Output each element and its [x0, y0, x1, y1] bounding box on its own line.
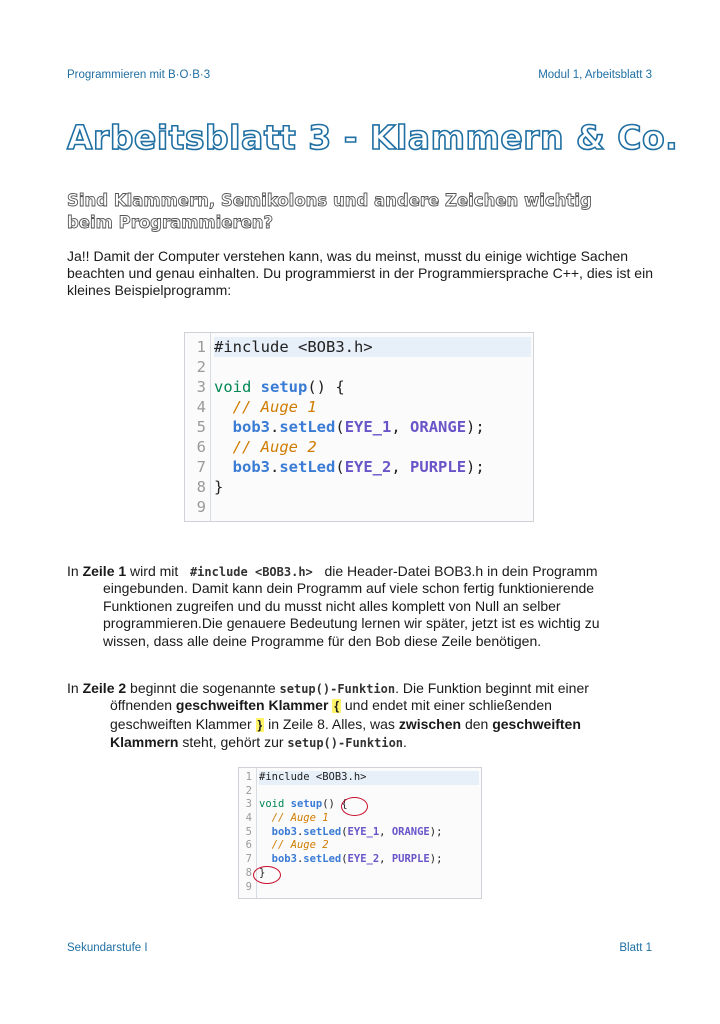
code-line: 3 void setup() {: [196, 378, 345, 396]
code-line: 4 // Auge 1: [245, 812, 329, 825]
code-block-large: [184, 332, 534, 522]
code-line: 1 #include <BOB3.h>: [239, 771, 481, 785]
code-line: 6 // Auge 2: [196, 438, 317, 456]
code-line: 7 bob3.setLed(EYE_2, PURPLE);: [245, 853, 443, 866]
section-subtitle: Sind Klammern, Semikolons und andere Zeichen wichtig beim Programmieren?: [67, 191, 592, 232]
paragraph-line-1: In Zeile 1 wird mit #include <BOB3.h> die Header-Datei BOB3.h in dein Programm: [67, 563, 598, 579]
inline-code-setup-2: setup()-Funktion: [287, 736, 404, 750]
header-right: Modul 1, Arbeitsblatt 3: [538, 69, 652, 81]
inline-code-include: #include <BOB3.h>: [189, 565, 313, 579]
code-line: 1 #include <BOB3.h>: [185, 337, 533, 357]
code-line: 5 bob3.setLed(EYE_1, ORANGE);: [245, 825, 443, 838]
header-left: Programmieren mit B·O·B·3: [67, 69, 211, 81]
code-line: 8 }: [245, 866, 266, 879]
code-line: 3 void setup() {: [245, 798, 348, 811]
paragraph-line-1-cont: eingebunden. Damit kann dein Programm auf viele schon fertig funktionierende Funktionen zugreifen und du musst nicht alles komplett von Null an selber programmieren.Die genauere Bedeutung lernen wir später, jetzt ist es wichtig zu wissen, dass alle deine Programme für den Bob diese Zeile benötigen.: [103, 580, 600, 649]
code-line: 7 bob3.setLed(EYE_2, PURPLE);: [196, 458, 485, 476]
code-line: 9: [196, 498, 206, 516]
code-line: 5 bob3.setLed(EYE_1, ORANGE);: [196, 418, 485, 436]
code-line: 4 // Auge 1: [196, 398, 317, 416]
code-include: #include <BOB3.h>: [214, 337, 531, 357]
close-brace-circle: [253, 866, 281, 884]
code-line: 8 }: [196, 478, 224, 496]
open-brace-highlight: {: [334, 699, 339, 713]
code-line: 9: [245, 880, 252, 893]
code-line: 6 // Auge 2: [245, 839, 329, 852]
footer-left: Sekundarstufe I: [67, 942, 148, 954]
footer-right: Blatt 1: [619, 942, 652, 954]
code-line: 2: [196, 358, 206, 376]
intro-text: Ja!! Damit der Computer verstehen kann, was du meinst, musst du einige wichtige Sachen beachten und genau einhalten. Du programmierst in der Programmiersprache C++, dies ist ein kleines Beispielprogramm:: [67, 248, 653, 298]
open-brace-circle: [341, 797, 368, 816]
code-block-small: [238, 767, 482, 899]
page-title: Arbeitsblatt 3 - Klammern & Co.: [67, 118, 679, 157]
code-line: 2: [245, 784, 252, 797]
paragraph-line-2-cont: öffnenden geschweiften Klammer { und endet mit einer schließenden geschweiften Klammer } in Zeile 8. Alles, was zwischen den geschweiften Klammern steht, gehört zur setup()-Funktion.: [110, 697, 581, 750]
close-brace-highlight: }: [257, 717, 263, 732]
inline-code-setup: setup()-Funktion: [279, 682, 396, 696]
paragraph-line-2: In Zeile 2 beginnt die sogenannte setup()-Funktion. Die Funktion beginnt mit einer: [67, 680, 589, 696]
